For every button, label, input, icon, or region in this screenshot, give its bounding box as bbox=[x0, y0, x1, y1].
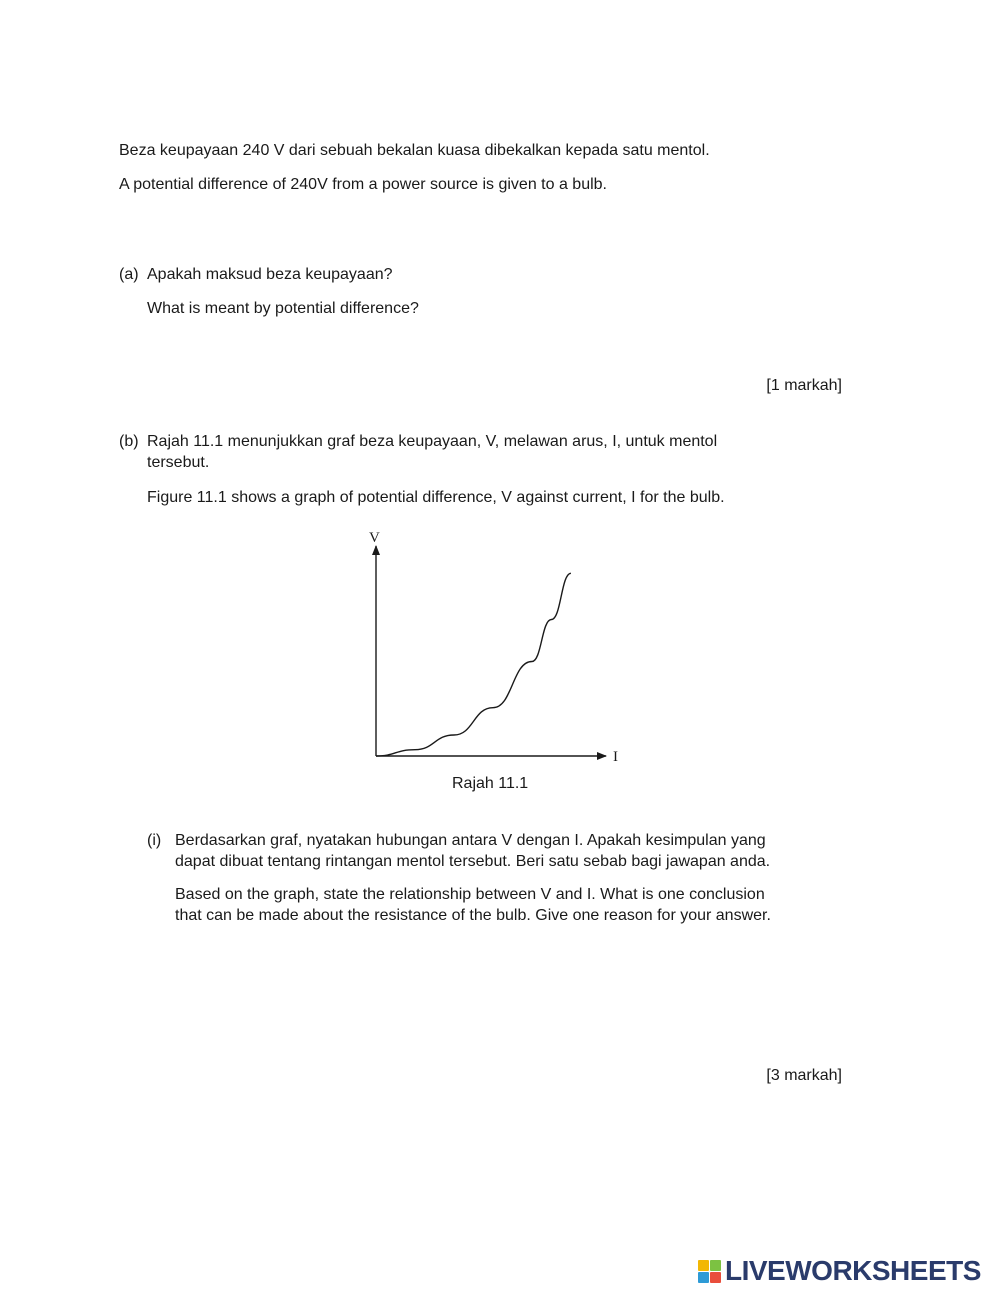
figure-caption: Rajah 11.1 bbox=[452, 775, 529, 792]
series-line-bulb bbox=[376, 573, 571, 756]
logo-block-v bbox=[698, 1272, 709, 1283]
sub-i-english-line2: that can be made about the resistance of the bulb. Give one reason for your answer. bbox=[175, 907, 771, 924]
sub-i-malay-line1: Berdasarkan graf, nyatakan hubungan antara V dengan I. Apakah kesimpulan yang bbox=[175, 832, 766, 849]
part-b-malay-line2: tersebut. bbox=[147, 454, 210, 471]
part-a-english: What is meant by potential difference? bbox=[147, 300, 419, 317]
sub-i-malay-line2: dapat dibuat tentang rintangan mentol tersebut. Beri satu sebab bagi jawapan anda. bbox=[175, 853, 771, 870]
intro-english: A potential difference of 240V from a power source is given to a bulb. bbox=[119, 176, 607, 193]
logo-block-l bbox=[698, 1260, 709, 1271]
v-i-graph bbox=[340, 520, 640, 765]
sub-i-english-line1: Based on the graph, state the relationship between V and I. What is one conclusion bbox=[175, 886, 765, 903]
logo-icon bbox=[698, 1260, 721, 1283]
x-axis-label: I bbox=[613, 749, 618, 765]
part-a-label: (a) bbox=[119, 266, 139, 283]
logo-block-e bbox=[710, 1272, 721, 1283]
part-b-english: Figure 11.1 shows a graph of potential difference, V against current, I for the bulb. bbox=[147, 489, 725, 506]
intro-malay: Beza keupayaan 240 V dari sebuah bekalan kuasa dibekalkan kepada satu mentol. bbox=[119, 142, 710, 159]
part-a-malay: Apakah maksud beza keupayaan? bbox=[147, 266, 393, 283]
y-axis-label: V bbox=[369, 530, 380, 546]
logo-block-i bbox=[710, 1260, 721, 1271]
part-b-label: (b) bbox=[119, 433, 139, 450]
liveworksheets-logo bbox=[698, 1255, 981, 1287]
part-b-malay-line1: Rajah 11.1 menunjukkan graf beza keupayaan, V, melawan arus, I, untuk mentol bbox=[147, 433, 718, 450]
part-a-marks: [1 markah] bbox=[766, 377, 842, 394]
sub-i-label: (i) bbox=[147, 832, 162, 849]
sub-i-marks: [3 markah] bbox=[766, 1067, 842, 1084]
logo-text: LIVEWORKSHEETS bbox=[725, 1255, 981, 1286]
